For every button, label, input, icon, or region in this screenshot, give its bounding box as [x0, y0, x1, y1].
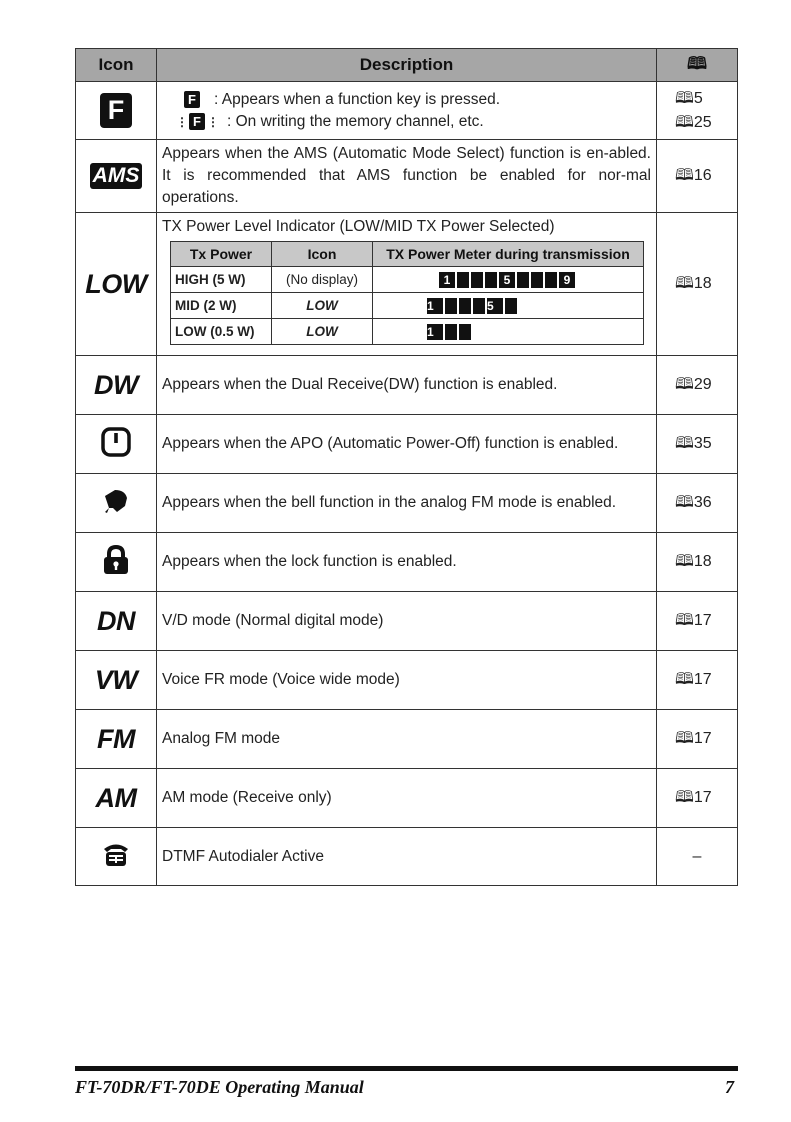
desc-line: : Appears when a function key is pressed. [214, 90, 501, 108]
description: V/D mode (Normal digital mode) [157, 592, 657, 651]
table-row [76, 592, 738, 651]
desc-line: : On writing the memory channel, etc. [227, 112, 484, 130]
function-key-small-icon: F [184, 91, 200, 108]
table-row [76, 356, 738, 415]
am-mode-icon: AM [95, 782, 137, 813]
table-row [76, 769, 738, 828]
description: AM mode (Receive only) [157, 769, 657, 828]
description: Voice FR mode (Voice wide mode) [157, 651, 657, 710]
table-row [76, 828, 738, 886]
page-ref: 🕮17 [657, 651, 738, 710]
page-number: 7 [725, 1077, 734, 1097]
page-ref: 🕮35 [657, 415, 738, 474]
footer-title: FT-70DR/FT-70DE Operating Manual [75, 1077, 364, 1097]
page-ref: 🕮17 [657, 769, 738, 828]
table-row [76, 651, 738, 710]
page-ref: – [657, 828, 738, 886]
subtable-header: TX Power Meter during transmission [373, 242, 644, 267]
page-ref: 🕮18 [657, 213, 738, 356]
subtable-row: LOW (0.5 W) LOW 1 [171, 319, 644, 345]
table-row [76, 533, 738, 592]
page-ref: 🕮16 [657, 140, 738, 213]
tx-power-subtable [170, 241, 644, 345]
ams-icon: AMS [90, 163, 143, 189]
power-meter-low: 1 [373, 319, 644, 345]
subtable-header: Tx Power [171, 242, 272, 267]
vw-mode-icon: VW [94, 664, 138, 695]
blink-right-icon: ⋮ [207, 114, 219, 129]
dual-watch-icon: DW [94, 369, 138, 400]
header-reference: 🕮 [657, 49, 738, 82]
description: Appears when the Dual Receive(DW) function is enabled. [157, 356, 657, 415]
power-meter-mid: 1 5 [373, 293, 644, 319]
page-ref: 🕮29 [657, 356, 738, 415]
low-power-icon: LOW [85, 268, 147, 299]
dn-mode-icon: DN [97, 605, 135, 636]
function-key-blink-icon: F [189, 113, 205, 130]
table-row [76, 710, 738, 769]
description: Appears when the lock function is enabled. [157, 533, 657, 592]
description: Analog FM mode [157, 710, 657, 769]
lock-icon [102, 545, 130, 575]
apo-power-icon [101, 427, 131, 457]
blink-left-icon: ⋮ [176, 114, 188, 129]
power-meter-high: 1 5 9 [373, 267, 644, 293]
description: TX Power Level Indicator (LOW/MID TX Power Selected) [162, 218, 555, 235]
icon-table [75, 48, 738, 886]
subtable-row: HIGH (5 W) (No display) 1 5 9 [171, 267, 644, 293]
table-row [76, 415, 738, 474]
table-row [76, 474, 738, 533]
table-row [76, 140, 738, 213]
page-ref: 🕮18 [657, 533, 738, 592]
table-row [76, 213, 738, 356]
page-ref: 🕮17 [657, 592, 738, 651]
page-ref: 🕮36 [657, 474, 738, 533]
subtable-row: MID (2 W) LOW 1 5 [171, 293, 644, 319]
description: DTMF Autodialer Active [157, 828, 657, 886]
dtmf-autodialer-icon [102, 840, 130, 868]
page-ref: 🕮5 [675, 89, 703, 107]
table-header-row [76, 49, 738, 82]
function-key-icon: F [100, 93, 132, 128]
header-icon: Icon [76, 49, 157, 82]
header-description: Description [157, 49, 657, 82]
bell-icon [101, 486, 131, 516]
description: Appears when the bell function in the analog FM mode is enabled. [157, 474, 657, 533]
fm-mode-icon: FM [97, 723, 135, 754]
description: Appears when the APO (Automatic Power-Off) function is enabled. [157, 415, 657, 474]
page-ref: 🕮25 [675, 113, 712, 131]
page-ref: 🕮17 [657, 710, 738, 769]
table-row [76, 82, 738, 140]
description: Appears when the AMS (Automatic Mode Select) function is en-abled. It is recommended that AMS function be enabled for nor-mal operations. [157, 140, 657, 213]
subtable-header: Icon [272, 242, 373, 267]
footer-divider [75, 1066, 738, 1071]
